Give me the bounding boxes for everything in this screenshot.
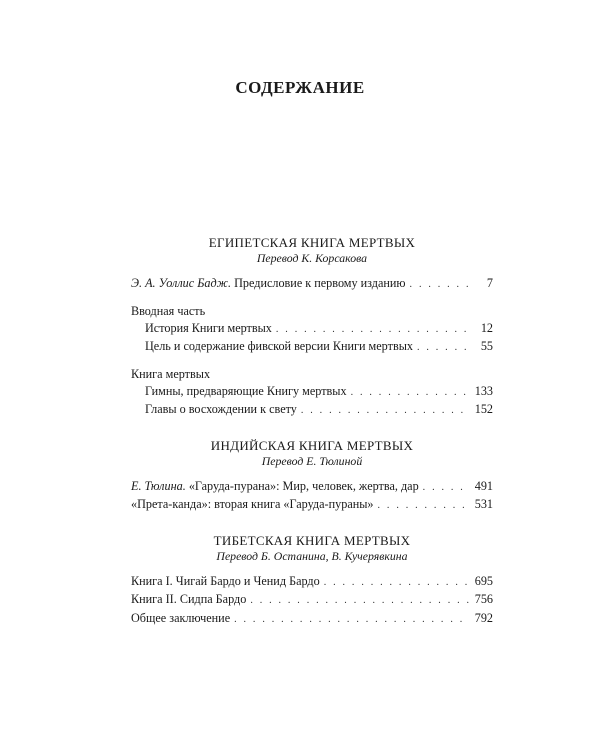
dot-leader [234, 611, 469, 629]
toc-entry-page: 695 [474, 573, 493, 588]
toc-entry[interactable] [131, 478, 493, 497]
dot-leader [410, 276, 469, 294]
toc-entry-title: Общее заключение [131, 610, 231, 625]
toc-entry-text: «Гаруда-пурана»: Мир, человек, жертва, дар [185, 478, 419, 493]
dot-leader [250, 592, 469, 610]
toc-group [131, 303, 493, 357]
toc-entry-title [131, 478, 419, 496]
toc-entry[interactable] [131, 320, 493, 339]
toc-entry-page: 531 [474, 497, 493, 511]
toc-entry-title: История Книги мертвых [145, 320, 272, 335]
toc-entry-author: Е. Тюлина. [131, 478, 186, 493]
section-heading: ИНДИЙСКАЯ КНИГА МЕРТВЫХ [210, 437, 414, 453]
toc-entry[interactable] [131, 496, 493, 515]
toc-group [131, 366, 493, 420]
toc-group-intro-entry [131, 275, 493, 294]
toc-entry-title: Главы о восхождении к свету [145, 402, 297, 416]
toc-entry-title: «Прета-канда»: вторая книга «Гаруда-пураны» [131, 497, 374, 511]
dot-leader [351, 384, 469, 402]
toc-entry-page: 133 [474, 383, 493, 398]
toc-entry[interactable] [131, 610, 493, 629]
section-translator: Перевод К. Корсакова [256, 251, 368, 265]
dot-leader [378, 497, 469, 515]
toc-entry-page: 7 [486, 276, 493, 290]
toc-entry[interactable] [131, 591, 493, 610]
toc-entry-page: 792 [474, 610, 493, 625]
dot-leader [301, 402, 469, 420]
dot-leader [324, 574, 469, 592]
toc-entry-page: 756 [474, 592, 493, 606]
section-translator: Перевод Е. Тюлиной [261, 453, 363, 468]
toc-entry-page: 55 [480, 339, 493, 353]
toc-section-indian [131, 438, 493, 515]
toc-entry-page: 152 [474, 402, 493, 416]
dot-leader [276, 321, 469, 339]
toc-entry[interactable] [131, 275, 493, 294]
toc-entry-title: Цель и содержание фивской версии Книги мертвых [145, 339, 413, 353]
section-heading: ЕГИПЕТСКАЯ КНИГА МЕРТВЫХ [208, 235, 416, 250]
toc-entry[interactable] [131, 338, 493, 357]
page-title: СОДЕРЖАНИЕ [235, 78, 365, 97]
toc-entry-title [131, 275, 406, 293]
toc-entry-page: 491 [474, 478, 493, 493]
section-translator: Перевод Б. Останина, В. Кучерявкина [216, 548, 408, 563]
table-of-contents [131, 235, 493, 646]
dot-leader [417, 339, 469, 357]
toc-entry[interactable] [131, 573, 493, 592]
toc-entry[interactable] [131, 401, 493, 420]
toc-entry-author: Э. А. Уоллис Бадж. [131, 276, 232, 290]
toc-entry-title: Книга II. Сидпа Бардо [131, 592, 247, 606]
toc-entry[interactable] [131, 383, 493, 402]
dot-leader [423, 479, 469, 497]
toc-entry-page: 12 [480, 320, 493, 335]
toc-entry-title: Гимны, предваряющие Книгу мертвых [145, 383, 347, 398]
toc-entry-text: Предисловие к первому изданию [231, 276, 406, 290]
toc-entry-title: Книга I. Чигай Бардо и Ченид Бардо [131, 573, 320, 588]
section-heading: ТИБЕТСКАЯ КНИГА МЕРТВЫХ [213, 532, 411, 548]
toc-group-label: Книга мертвых [131, 366, 211, 381]
toc-group-label: Вводная часть [131, 303, 206, 318]
toc-section-egyptian [131, 235, 493, 420]
toc-section-tibetan [131, 533, 493, 629]
